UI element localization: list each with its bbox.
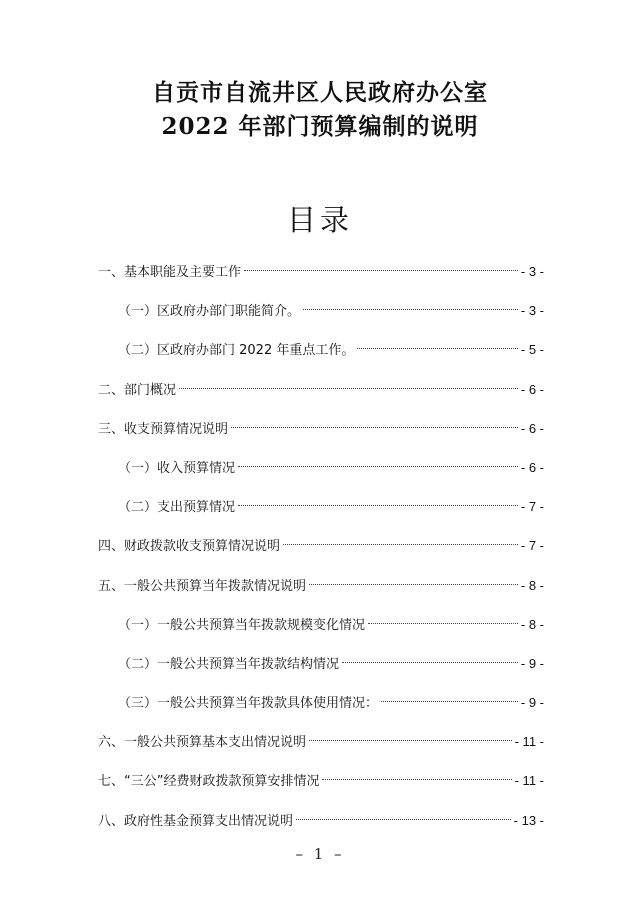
toc-entry-page: - 11 - (514, 734, 544, 750)
toc-entry-title: 一、基本职能及主要工作 (98, 265, 242, 280)
toc-entry-title: （二）区政府办部门 2022 年重点工作。 (118, 343, 355, 359)
toc-leader-dots (296, 819, 511, 820)
toc-leader-dots (238, 466, 518, 467)
toc-entry[interactable] (98, 611, 544, 639)
toc-leader-dots (309, 584, 518, 585)
toc-entry-title: （三）一般公共预算当年拨款具体使用情况： (118, 696, 379, 712)
toc-entry[interactable] (98, 258, 544, 286)
toc-leader-dots (303, 309, 518, 310)
toc-leader-dots (357, 348, 518, 349)
toc-entry-title: （一）区政府办部门职能简介。 (118, 304, 301, 320)
toc-entry-title: （一）一般公共预算当年拨款规模变化情况 (118, 617, 366, 633)
toc-leader-dots (309, 740, 512, 741)
toc-leader-dots (244, 270, 518, 271)
toc-entry[interactable] (98, 728, 544, 756)
toc-entry-title: 八、政府性基金预算支出情况说明 (98, 813, 294, 829)
toc-entry-page: - 3 - (520, 303, 544, 319)
toc-leader-dots (322, 779, 511, 780)
toc-entry[interactable] (98, 493, 544, 521)
toc-entry-title: 七、“三公”经费财政拨款预算安排情况 (98, 774, 320, 790)
toc-entry-title: （二）一般公共预算当年拨款结构情况 (118, 656, 340, 672)
document-title (0, 76, 640, 144)
toc-entry[interactable] (98, 807, 544, 835)
toc-entry[interactable] (98, 532, 544, 560)
toc-entry-title: （一）收入预算情况 (118, 460, 236, 476)
toc-entry[interactable] (98, 336, 544, 364)
toc-entry-title: 六、一般公共预算基本支出情况说明 (98, 735, 307, 751)
document-title-line-2: 2022 年部门预算编制的说明 (161, 113, 479, 140)
toc-entry[interactable] (98, 689, 544, 717)
toc-entry[interactable] (98, 767, 544, 795)
toc-entry-page: - 8 - (520, 577, 544, 593)
page-number: – 1 – (295, 845, 345, 863)
toc-leader-dots (342, 662, 518, 663)
toc-entry[interactable] (98, 454, 544, 482)
toc-entry-page: - 7 - (520, 499, 544, 515)
toc-entry-page: - 9 - (520, 655, 544, 671)
toc-entry-page: - 6 - (520, 420, 544, 436)
toc-entry-title: 二、部门概况 (98, 382, 177, 398)
toc-leader-dots (368, 623, 518, 624)
toc-leader-dots (283, 544, 518, 545)
toc-entry-page: - 6 - (520, 459, 544, 475)
toc-entry-title: 三、收支预算情况说明 (98, 421, 229, 437)
toc-entry-page: - 3 - (520, 264, 544, 279)
document-title-line-1: 自贡市自流井区人民政府办公室 (152, 79, 488, 106)
toc-entry-page: - 6 - (520, 381, 544, 397)
toc-entry-title: 四、财政拨款收支预算情况说明 (98, 539, 281, 555)
toc-leader-dots (231, 427, 518, 428)
toc-entry-page: - 5 - (520, 342, 544, 358)
toc-leader-dots (238, 505, 518, 506)
toc-entry[interactable] (98, 650, 544, 678)
toc-entry-page: - 8 - (520, 616, 544, 632)
toc-heading: 目录 (286, 203, 353, 237)
toc-entry-title: （二）支出预算情况 (118, 500, 236, 516)
toc-entry-page: - 11 - (514, 773, 544, 789)
toc-entry-title: 五、一般公共预算当年拨款情况说明 (98, 578, 307, 594)
toc-entry[interactable] (98, 572, 544, 600)
toc-entry-page: - 9 - (520, 695, 544, 711)
toc-leader-dots (179, 388, 518, 389)
toc-entry[interactable] (98, 376, 544, 404)
toc-entry-page: - 13 - (513, 812, 544, 828)
toc-entry[interactable] (98, 297, 544, 325)
table-of-contents (98, 258, 544, 846)
toc-leader-dots (381, 701, 518, 702)
toc-entry-page: - 7 - (520, 538, 544, 554)
toc-entry[interactable] (98, 415, 544, 443)
